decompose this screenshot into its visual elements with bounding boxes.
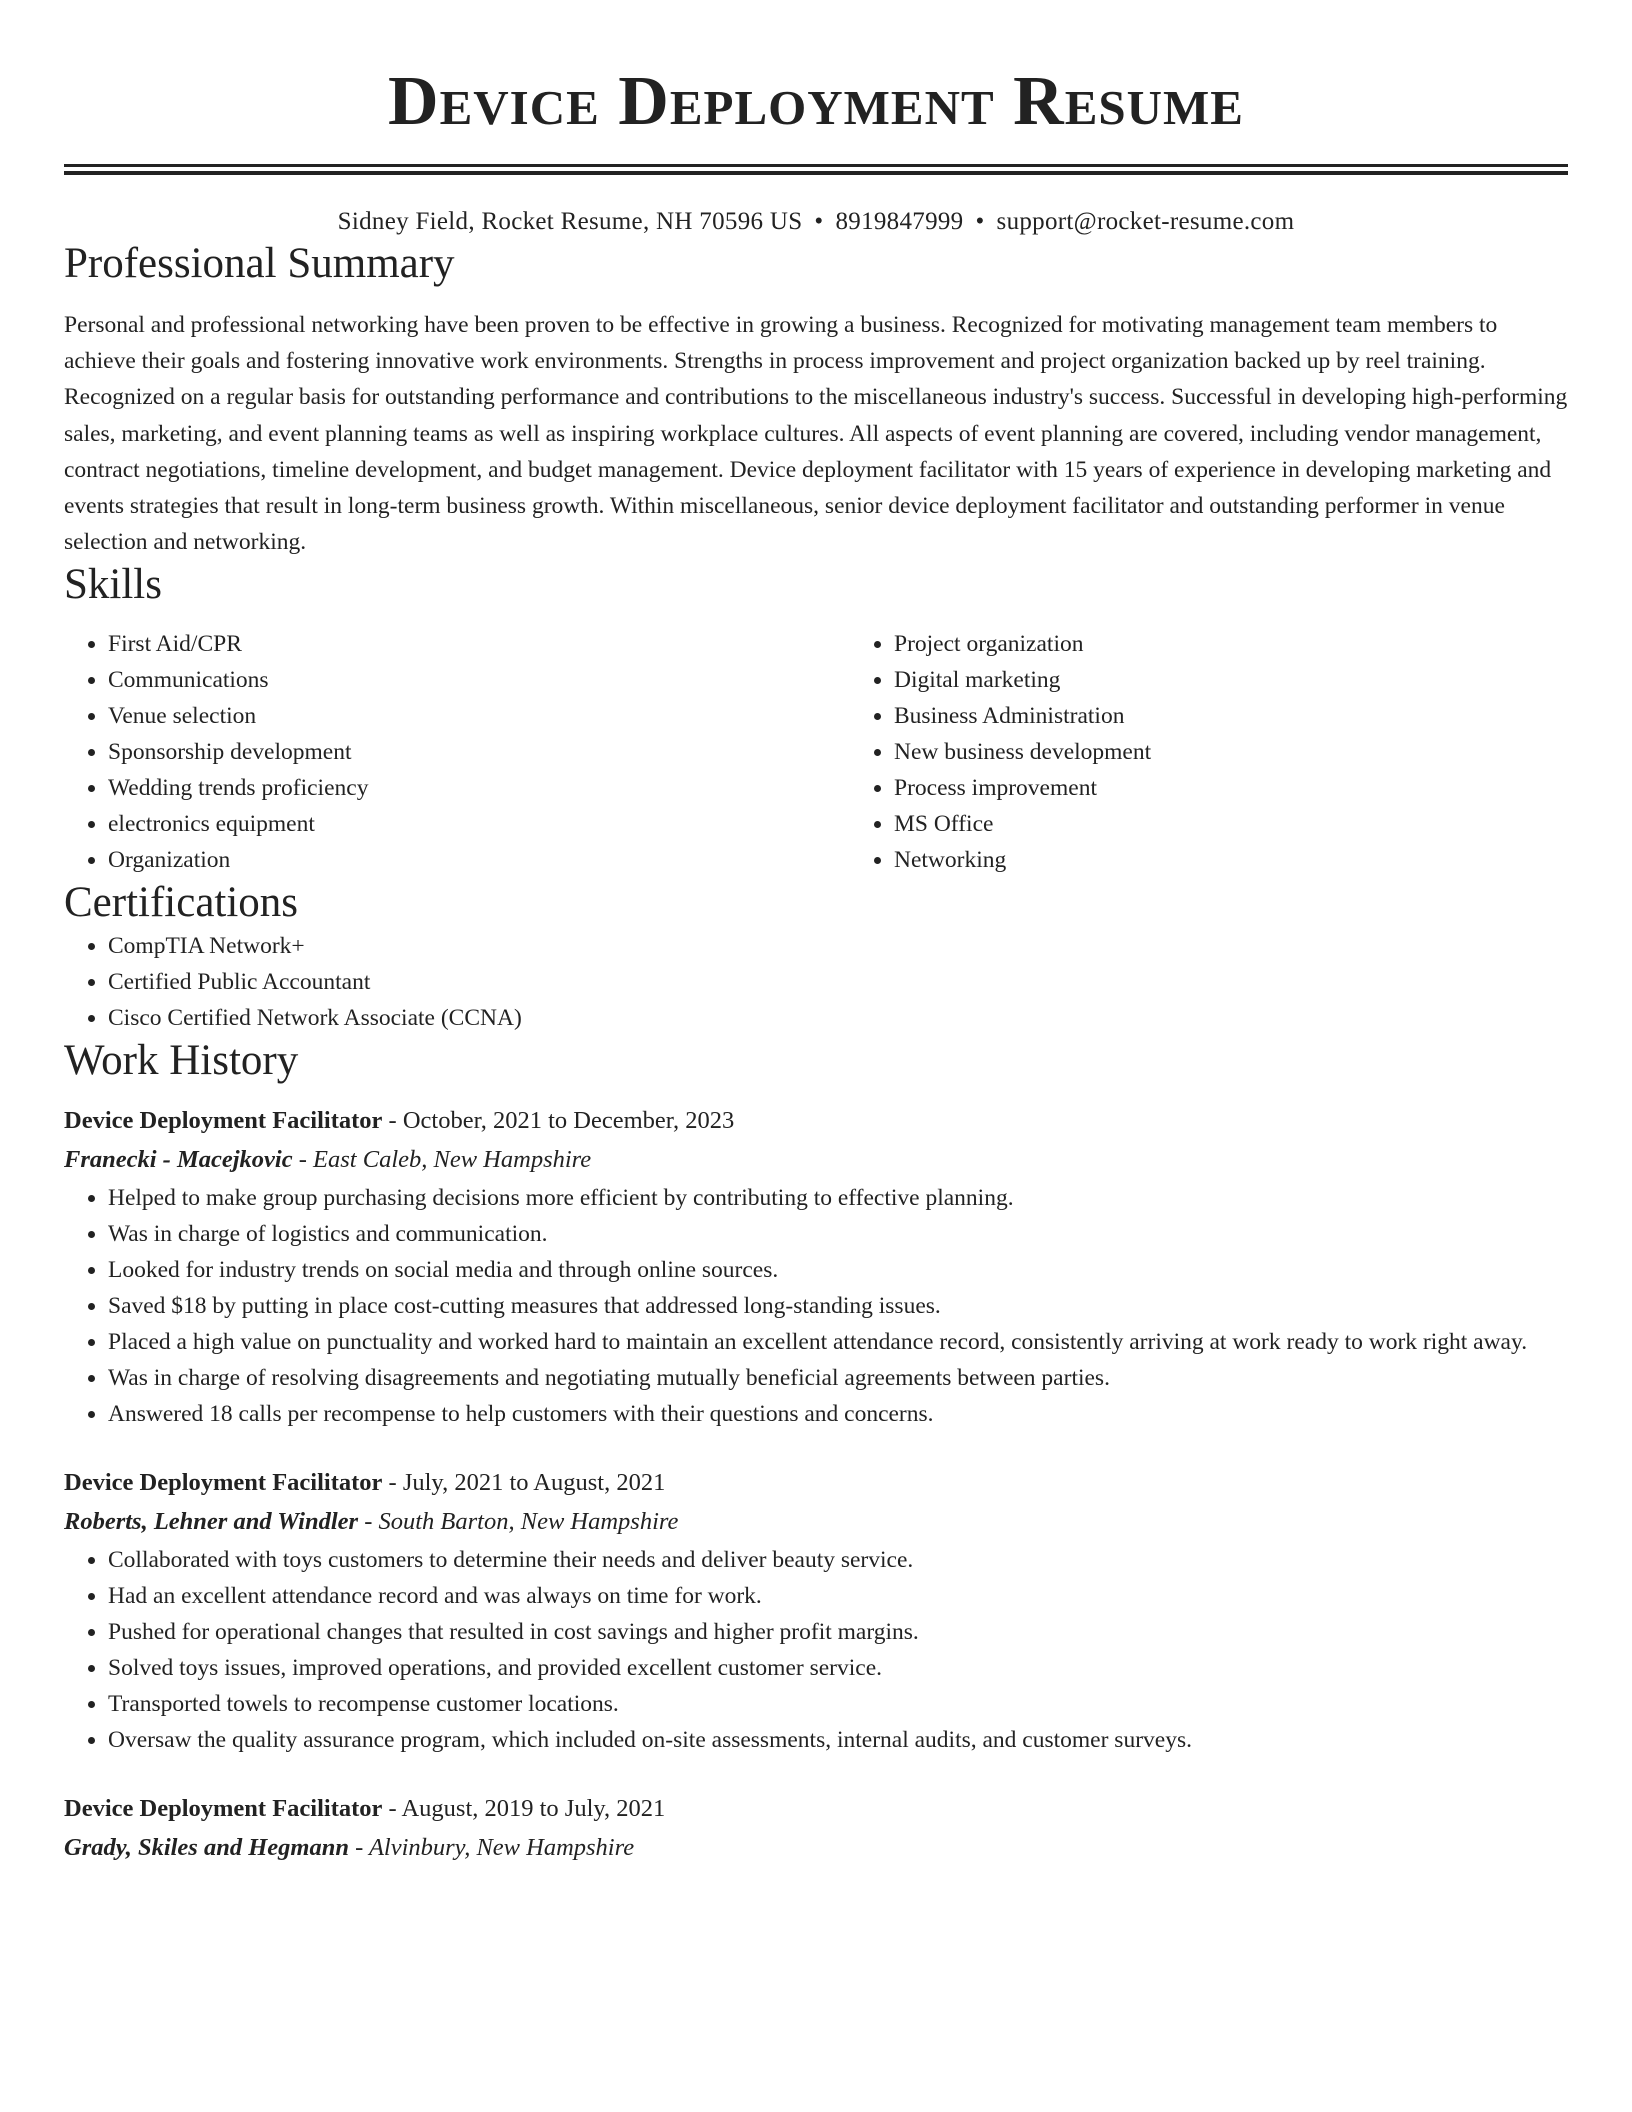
job-company-line <box>64 1140 1568 1180</box>
job-dates: July, 2021 to August, 2021 <box>402 1469 666 1497</box>
job-dash: - <box>382 1107 403 1135</box>
job-duties-list <box>64 1542 1568 1758</box>
job-location: Alvinbury, New Hampshire <box>368 1834 635 1862</box>
certifications-list <box>64 928 1568 1036</box>
job-entry <box>64 1464 1568 1758</box>
skill-item: • Sponsorship development <box>108 734 850 770</box>
job-title: Device Deployment Facilitator <box>64 1107 383 1135</box>
job-duty-item: • Solved toys issues, improved operations, and provided excellent customer service. <box>108 1650 1568 1686</box>
summary-text: Personal and professional networking have been proven to be effective in growing a business. Recognized for motivating management team members to achieve their goals and fostering innovative work environments. Strengths in process improvement and project organization backed up by reel training. Recognized on a regular basis for outstanding performance and contributions to the miscellaneous industry's success. Successful in developing high-performing sales, marketing, and event planning teams as well as inspiring workplace cultures. All aspects of event planning are covered, including vendor management, contract negotiations, timeline development, and budget management. Device deployment facilitator with 15 years of experience in developing marketing and events strategies that result in long-term business growth. Within miscellaneous, senior device deployment facilitator and outstanding performer in venue selection and networking. <box>64 312 1568 556</box>
skill-item: • Digital marketing <box>894 662 1632 698</box>
job-title: Device Deployment Facilitator <box>64 1795 383 1823</box>
job-duty-item: • Had an excellent attendance record and was always on time for work. <box>108 1578 1568 1614</box>
job-dash: - <box>382 1795 402 1823</box>
skill-item: • First Aid/CPR <box>108 626 850 662</box>
skill-item: • Business Administration <box>894 698 1632 734</box>
job-duty-item: • Was in charge of resolving disagreements and negotiating mutually beneficial agreements between parties. <box>108 1360 1568 1396</box>
contact-email: support@rocket-resume.com <box>996 208 1295 235</box>
contact-phone: 8919847999 <box>835 208 964 235</box>
job-duty-item: • Saved $18 by putting in place cost-cutting measures that addressed long-standing issues. <box>108 1288 1568 1324</box>
skill-item: • Project organization <box>894 626 1632 662</box>
skill-item: • Wedding trends proficiency <box>108 770 850 806</box>
resume-title: Device Deployment Resume <box>388 63 1244 140</box>
job-dash: - <box>382 1469 403 1497</box>
job-duties-list <box>64 1180 1568 1432</box>
summary-heading: Professional Summary <box>64 240 455 287</box>
job-company: Franecki - Macejkovic <box>64 1146 293 1174</box>
job-duty-item: • Looked for industry trends on social media and through online sources. <box>108 1252 1568 1288</box>
skills-list-left <box>64 626 850 878</box>
certification-item: • CompTIA Network+ <box>108 928 1568 964</box>
job-title-line <box>64 1790 1568 1828</box>
skill-item: • Communications <box>108 662 850 698</box>
job-duty-item: • Was in charge of logistics and communication. <box>108 1216 1568 1252</box>
job-title-line <box>64 1464 1568 1502</box>
job-entry <box>64 1102 1568 1432</box>
job-company-line <box>64 1828 1568 1868</box>
contact-address: Sidney Field, Rocket Resume, NH 70596 US <box>337 208 803 235</box>
job-duty-item: • Collaborated with toys customers to determine their needs and deliver beauty service. <box>108 1542 1568 1578</box>
job-dash: - <box>348 1834 369 1862</box>
job-title: Device Deployment Facilitator <box>64 1469 383 1497</box>
job-duty-item: • Transported towels to recompense customer locations. <box>108 1686 1568 1722</box>
job-entry <box>64 1790 1568 1868</box>
job-duty-item: • Helped to make group purchasing decisions more efficient by contributing to effective planning. <box>108 1180 1568 1216</box>
work-history-heading: Work History <box>64 1037 299 1085</box>
skills-columns <box>64 626 1568 878</box>
job-duty-item: • Oversaw the quality assurance program, which included on-site assessments, internal audits, and customer surveys. <box>108 1722 1568 1758</box>
contact-line <box>64 205 1568 239</box>
skill-item: • Venue selection <box>108 698 850 734</box>
skill-item: • electronics equipment <box>108 806 850 842</box>
job-dates: August, 2019 to July, 2021 <box>401 1795 666 1823</box>
title-double-rule <box>64 164 1568 175</box>
contact-separator: • <box>814 208 824 235</box>
skill-item: • Organization <box>108 842 850 878</box>
certifications-heading: Certifications <box>64 879 299 927</box>
contact-separator: • <box>975 208 985 235</box>
certification-item: • Cisco Certified Network Associate (CCNA) <box>108 1000 1568 1036</box>
job-dates: October, 2021 to December, 2023 <box>402 1107 735 1135</box>
job-company: Roberts, Lehner and Windler <box>64 1508 359 1536</box>
job-company-line <box>64 1502 1568 1542</box>
certification-item: • Certified Public Accountant <box>108 964 1568 1000</box>
skill-item: • MS Office <box>894 806 1632 842</box>
job-company: Grady, Skiles and Hegmann <box>64 1834 349 1862</box>
skills-heading: Skills <box>64 561 162 609</box>
skills-list-right <box>850 626 1632 878</box>
job-duty-item: • Answered 18 calls per recompense to help customers with their questions and concerns. <box>108 1396 1568 1432</box>
job-duty-item: • Pushed for operational changes that resulted in cost savings and higher profit margins. <box>108 1614 1568 1650</box>
skill-item: • Process improvement <box>894 770 1632 806</box>
skill-item: • Networking <box>894 842 1632 878</box>
skill-item: • New business development <box>894 734 1632 770</box>
job-location: East Caleb, New Hampshire <box>313 1146 592 1174</box>
job-dash: - <box>358 1508 379 1536</box>
job-dash: - <box>292 1146 314 1174</box>
job-location: South Barton, New Hampshire <box>378 1508 679 1536</box>
job-duty-item: • Placed a high value on punctuality and worked hard to maintain an excellent attendance record, consistently arriving at work ready to work right away. <box>108 1324 1568 1360</box>
job-title-line <box>64 1102 1568 1140</box>
